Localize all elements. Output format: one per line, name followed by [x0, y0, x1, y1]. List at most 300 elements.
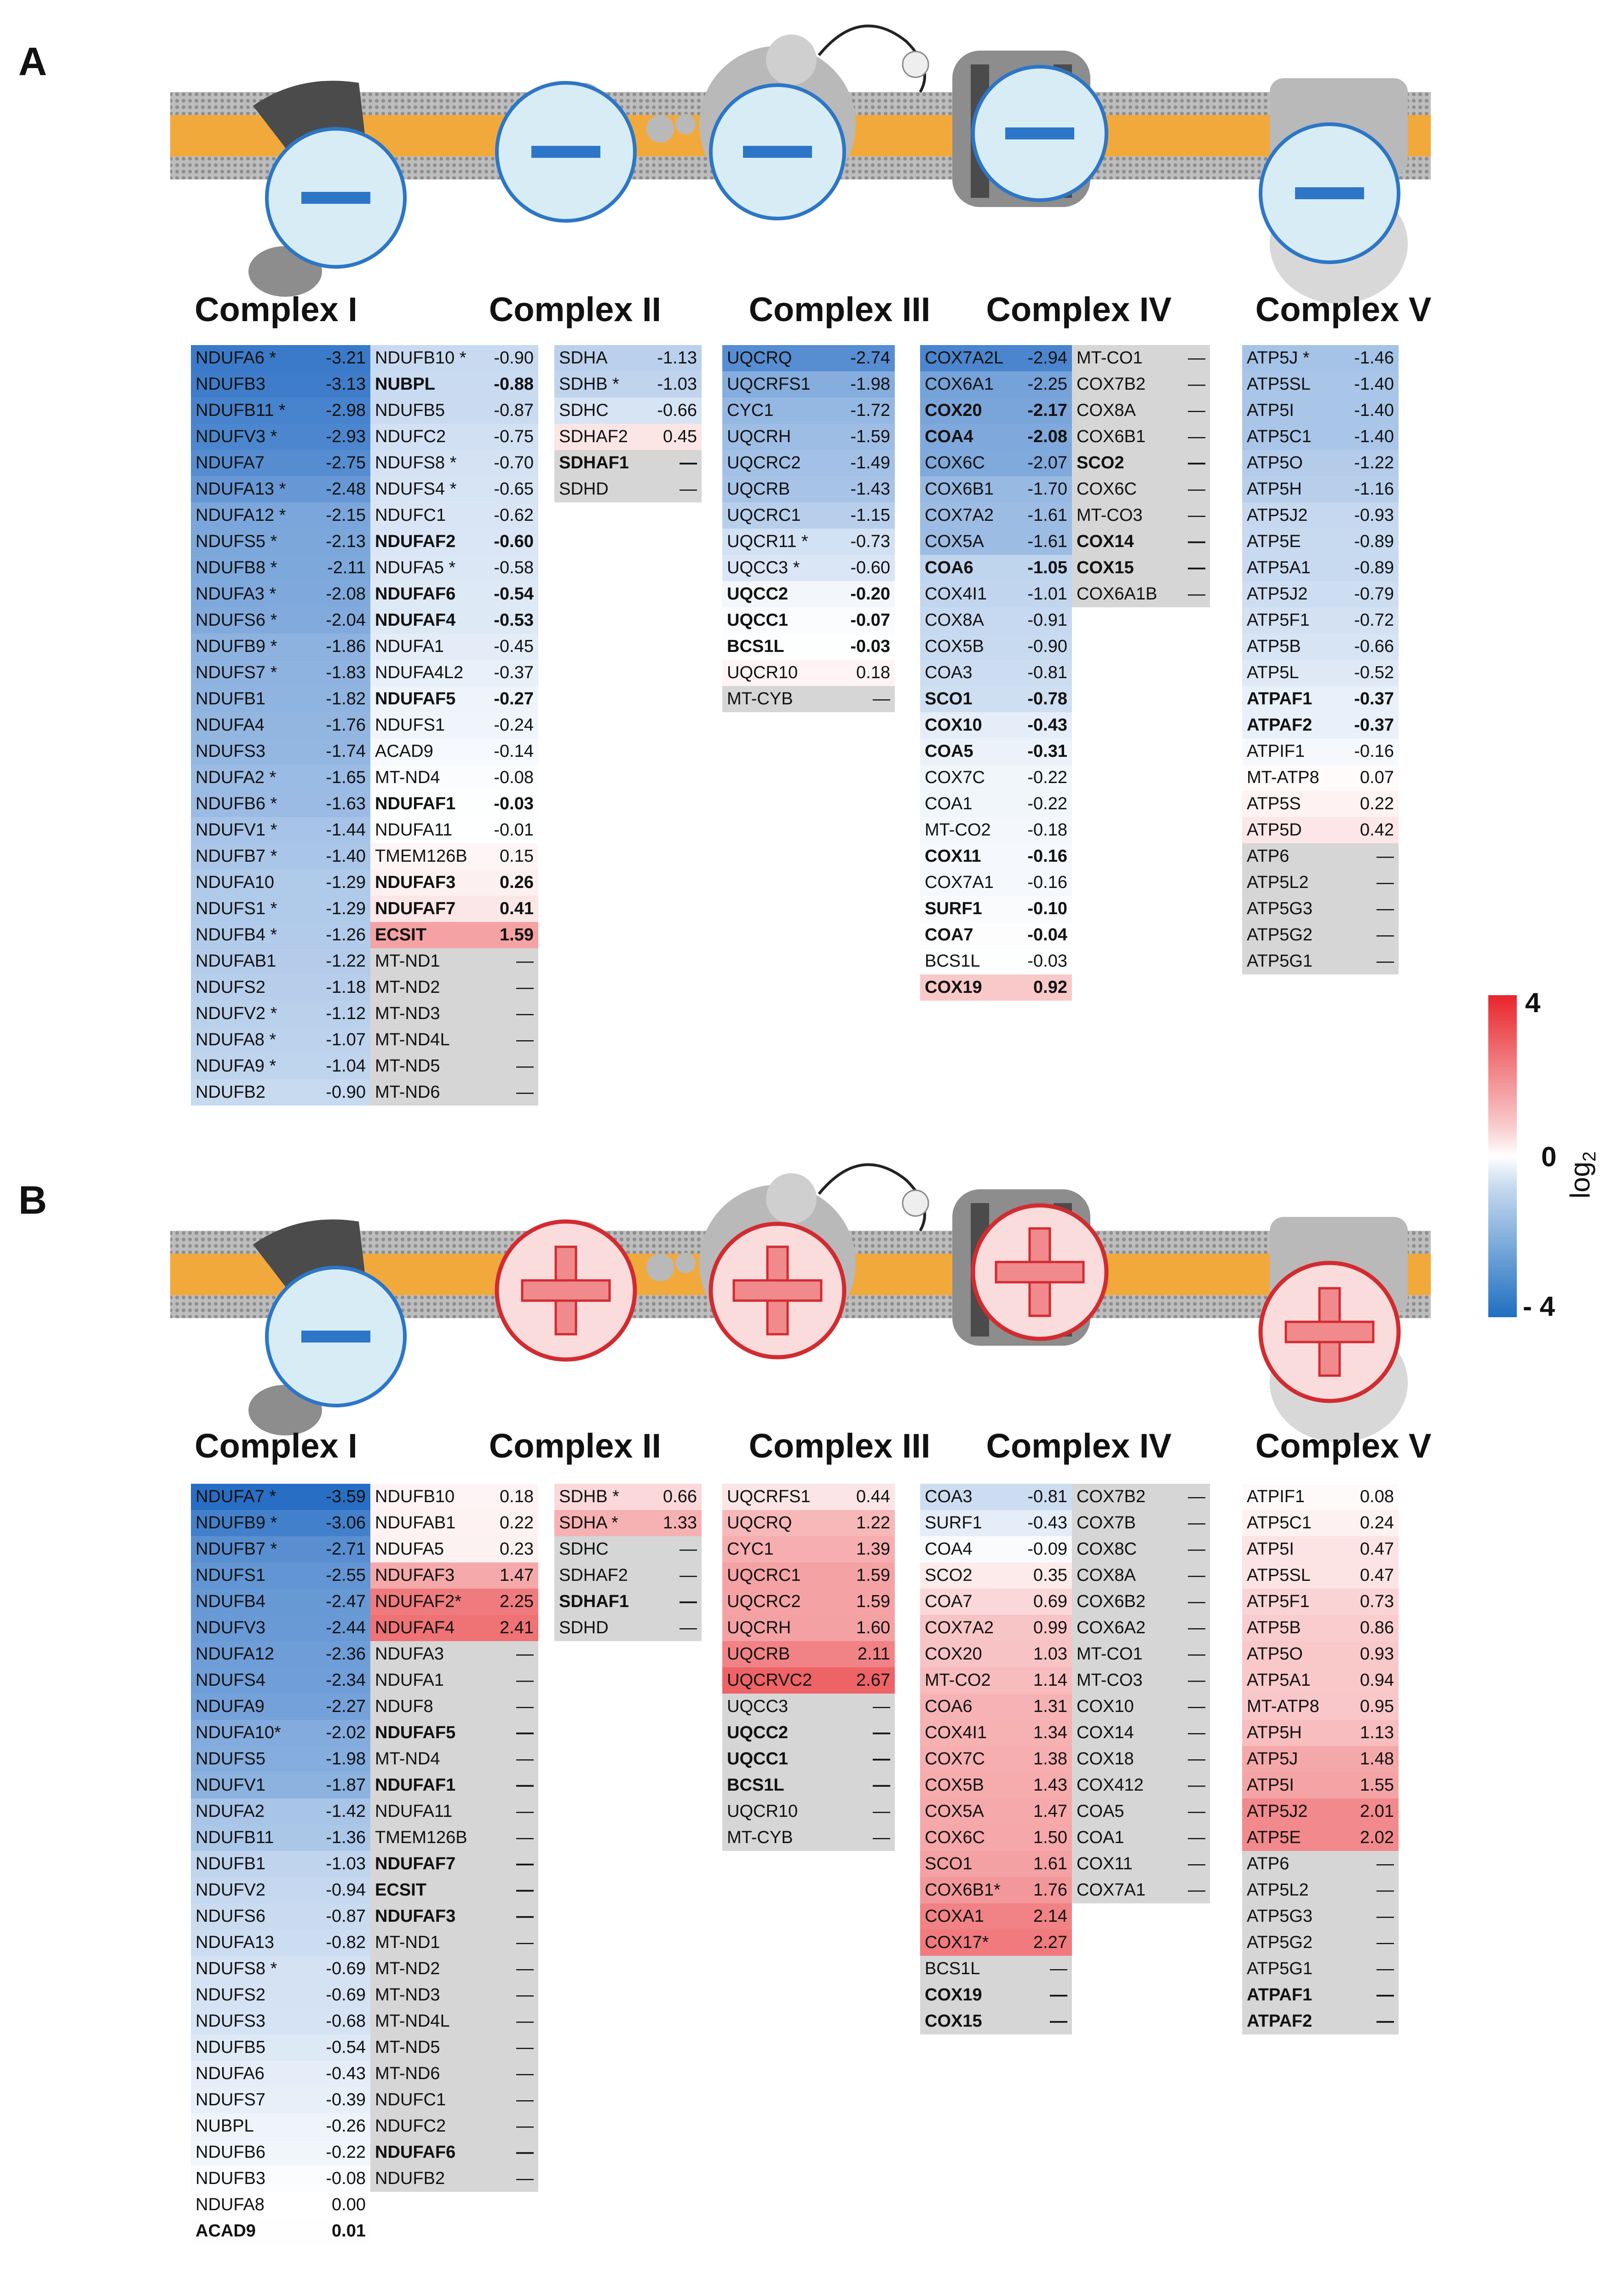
gene-value: — — [873, 1697, 890, 1716]
gene-name: COX15 — [1077, 558, 1134, 577]
gene-name: NDUFB5 — [375, 401, 445, 420]
gene-value: — — [516, 1004, 534, 1023]
gene-row — [1072, 1851, 1210, 1877]
gene-value: -2.02 — [326, 1723, 366, 1742]
gene-name: NDUFA3 * — [196, 584, 276, 604]
gene-name: NDUFAF7 — [375, 1854, 456, 1873]
gene-name: ECSIT — [375, 925, 426, 945]
gene-name: NDUFB3 — [196, 375, 266, 394]
gene-row — [1242, 450, 1399, 476]
gene-name: COX7A2 — [925, 506, 994, 525]
gene-value: — — [873, 1828, 890, 1847]
gene-name: CYC1 — [727, 401, 774, 420]
gene-column — [554, 1484, 702, 1641]
gene-name: MT-CYB — [727, 689, 793, 709]
gene-value: 1.22 — [856, 1513, 890, 1533]
gene-name: UQCC1 — [727, 1749, 789, 1769]
gene-row — [191, 2034, 370, 2061]
gene-name: COX4I1 — [925, 1723, 987, 1742]
gene-value: -1.36 — [326, 1828, 366, 1847]
gene-row — [1242, 502, 1399, 529]
minus-sign-icon — [973, 67, 1106, 200]
gene-row — [554, 1536, 702, 1562]
gene-name: NDUFV3 — [196, 1618, 266, 1637]
gene-value: — — [516, 1880, 534, 1900]
gene-name: ATP5A1 — [1247, 558, 1311, 577]
gene-name: NDUFV3 * — [196, 427, 277, 446]
gene-value: — — [1188, 1618, 1205, 1637]
gene-name: SDHA * — [559, 1513, 618, 1533]
gene-value: -1.40 — [1354, 401, 1394, 420]
complex-title: Complex III — [749, 290, 931, 328]
gene-value: — — [1188, 558, 1205, 577]
gene-row — [191, 948, 370, 974]
gene-value: -0.16 — [1027, 873, 1067, 892]
gene-value: 0.00 — [332, 2195, 366, 2214]
gene-value: -2.98 — [326, 401, 366, 420]
gene-name: COX6B1 — [925, 479, 994, 499]
gene-row — [722, 345, 895, 371]
gene-name: NDUFB6 — [196, 2143, 266, 2162]
plus-sign-icon — [1261, 1263, 1399, 1401]
gene-value: — — [1188, 1513, 1205, 1533]
gene-value: — — [1376, 873, 1394, 892]
gene-name: COX7B2 — [1077, 1487, 1146, 1506]
gene-column — [920, 345, 1072, 1001]
gene-row — [920, 450, 1072, 476]
gene-name: ATP5L2 — [1247, 873, 1309, 892]
gene-row — [191, 2218, 370, 2244]
gene-value: — — [516, 2090, 534, 2109]
gene-value: -1.46 — [1354, 348, 1394, 368]
complex-title: Complex I — [195, 1427, 357, 1465]
gene-value: -0.75 — [494, 427, 534, 446]
gene-row — [191, 712, 370, 738]
gene-row — [554, 371, 702, 398]
gene-value: — — [1376, 951, 1394, 971]
gene-row — [920, 555, 1072, 581]
gene-name: ATP5H — [1247, 1723, 1302, 1742]
gene-name: COX6A1B — [1077, 584, 1158, 604]
gene-row — [370, 1027, 538, 1053]
gene-value: -0.60 — [850, 558, 890, 577]
gene-row — [370, 1825, 538, 1851]
gene-value: — — [516, 1933, 534, 1952]
gene-row — [370, 1877, 538, 1903]
gene-row — [920, 502, 1072, 529]
complex-title: Complex I — [195, 290, 357, 328]
gene-value: -0.18 — [1027, 820, 1067, 840]
gene-value: 1.03 — [1033, 1644, 1067, 1664]
gene-row — [920, 476, 1072, 502]
minus-sign-icon — [267, 1268, 405, 1406]
gene-row — [370, 1510, 538, 1536]
gene-name: COX5A — [925, 532, 984, 551]
gene-name: MT-ND5 — [375, 2038, 440, 2057]
gene-row — [191, 765, 370, 791]
gene-row — [554, 1484, 702, 1510]
gene-name: NDUFB7 * — [196, 1539, 277, 1559]
gene-row — [370, 843, 538, 870]
gene-value: -0.03 — [1027, 951, 1067, 971]
gene-name: NDUFA13 — [196, 1933, 275, 1952]
gene-row — [370, 765, 538, 791]
gene-row — [191, 2139, 370, 2166]
gene-row — [920, 398, 1072, 424]
gene-row — [1072, 502, 1210, 529]
gene-row — [191, 974, 370, 1001]
gene-row — [191, 607, 370, 634]
gene-name: COX20 — [925, 1644, 982, 1664]
gene-value: 0.07 — [1360, 768, 1394, 787]
gene-value: -1.98 — [326, 1749, 366, 1769]
gene-value: -3.13 — [326, 375, 366, 394]
gene-row — [370, 1903, 538, 1930]
gene-row — [191, 1667, 370, 1694]
gene-value: 0.15 — [500, 847, 534, 866]
gene-name: COX5B — [925, 637, 984, 656]
gene-row — [920, 345, 1072, 371]
gene-value: -1.70 — [1027, 479, 1067, 499]
gene-row — [722, 1720, 895, 1746]
gene-value: -0.26 — [326, 2116, 366, 2136]
gene-value: -1.83 — [326, 663, 366, 682]
gene-row — [722, 607, 895, 634]
gene-name: COX18 — [1077, 1749, 1134, 1769]
gene-value: -2.93 — [326, 427, 366, 446]
gene-name: COA3 — [925, 1487, 973, 1506]
gene-row — [1242, 896, 1399, 922]
gene-value: 0.22 — [1360, 794, 1394, 813]
gene-name: NDUFC2 — [375, 427, 446, 446]
gene-row — [1072, 476, 1210, 502]
gene-name: COX11 — [925, 847, 981, 866]
gene-name: MT-CO1 — [1077, 1644, 1143, 1664]
gene-name: NDUF8 — [375, 1697, 433, 1716]
gene-row — [920, 1851, 1072, 1877]
gene-name: COX10 — [925, 715, 982, 735]
gene-name: NDUFAF5 — [375, 1723, 456, 1742]
complex-title: Complex V — [1255, 290, 1432, 328]
gene-value: — — [1188, 1592, 1205, 1611]
gene-value: -2.36 — [326, 1644, 366, 1664]
gene-row — [1072, 1589, 1210, 1615]
gene-value: — — [1188, 1723, 1205, 1742]
gene-row — [1242, 529, 1399, 555]
gene-value: 0.92 — [1033, 978, 1067, 997]
gene-row — [920, 1877, 1072, 1903]
gene-name: ATP5SL — [1247, 375, 1311, 394]
gene-name: MT-ND3 — [375, 1985, 440, 2005]
gene-name: SDHAF2 — [559, 427, 628, 446]
gene-row — [191, 371, 370, 398]
gene-name: UQCRQ — [727, 1513, 792, 1533]
gene-name: COX4I1 — [925, 584, 987, 604]
gene-value: -2.08 — [326, 584, 366, 604]
gene-name: NDUFA8 — [196, 2195, 265, 2214]
gene-name: COX20 — [925, 401, 982, 420]
gene-row — [1072, 398, 1210, 424]
gene-name: UQCC2 — [727, 1723, 789, 1742]
gene-name: NDUFS7 * — [196, 663, 277, 682]
gene-value: 0.73 — [1360, 1592, 1394, 1611]
gene-row — [370, 581, 538, 607]
gene-value: -1.76 — [326, 715, 366, 735]
gene-name: ATP5J2 — [1247, 584, 1308, 604]
gene-name: COX8A — [925, 611, 984, 630]
complex-title: Complex V — [1255, 1427, 1432, 1465]
gene-row — [370, 922, 538, 948]
gene-name: NDUFA8 * — [196, 1030, 276, 1049]
gene-value: — — [1376, 2011, 1394, 2031]
gene-row — [920, 1589, 1072, 1615]
gene-row — [920, 1536, 1072, 1562]
gene-name: MT-ND4L — [375, 1030, 450, 1049]
gene-row — [1242, 607, 1399, 634]
gene-value: 1.38 — [1033, 1749, 1067, 1769]
gene-name: MT-ND1 — [375, 1933, 440, 1952]
gene-value: 0.26 — [500, 873, 534, 892]
gene-name: NDUFA12 * — [196, 506, 286, 525]
gene-value: -0.08 — [494, 768, 534, 787]
gene-value: 1.14 — [1033, 1671, 1067, 1690]
gene-value: -0.03 — [850, 637, 890, 656]
gene-name: NDUFS2 — [196, 978, 266, 997]
gene-value: -1.12 — [326, 1004, 366, 1023]
gene-name: COX7B2 — [1077, 375, 1146, 394]
gene-row — [1072, 1825, 1210, 1851]
gene-value: -3.21 — [326, 348, 366, 368]
gene-name: ATP5B — [1247, 637, 1301, 656]
gene-row — [191, 1956, 370, 1982]
gene-name: UQCRVC2 — [727, 1671, 812, 1690]
gene-name: MT-ND3 — [375, 1004, 440, 1023]
gene-value: — — [1188, 1880, 1205, 1900]
gene-value: -0.90 — [494, 348, 534, 368]
gene-name: NDUFS1 — [196, 1566, 266, 1585]
gene-column — [722, 1484, 895, 1851]
gene-row — [920, 870, 1072, 896]
gene-name: NDUFA5 — [375, 1539, 444, 1559]
plus-sign-icon — [973, 1205, 1106, 1339]
gene-name: SCO2 — [1077, 453, 1124, 473]
gene-name: COA4 — [925, 1539, 973, 1559]
gene-name: SCO2 — [925, 1566, 973, 1585]
gene-row — [554, 398, 702, 424]
gene-value: 0.18 — [500, 1487, 534, 1506]
gene-value: -1.01 — [1027, 584, 1067, 604]
gene-name: ATP5J * — [1247, 348, 1310, 368]
gene-row — [722, 1694, 895, 1720]
gene-value: -2.17 — [1027, 401, 1067, 420]
gene-row — [1242, 1720, 1399, 1746]
gene-value: — — [1376, 925, 1394, 945]
gene-value: — — [516, 1030, 534, 1049]
gene-row — [191, 922, 370, 948]
color-scale-legend — [1488, 987, 1603, 1323]
gene-name: MT-ND2 — [375, 978, 440, 997]
gene-row — [191, 450, 370, 476]
gene-row — [920, 1694, 1072, 1720]
gene-name: NDUFA3 — [375, 1644, 444, 1664]
gene-row — [1072, 424, 1210, 450]
gene-value: -0.66 — [1354, 637, 1394, 656]
gene-value: — — [1376, 899, 1394, 918]
gene-row — [191, 686, 370, 712]
gene-name: NDUFAF1 — [375, 794, 456, 813]
gene-row — [722, 1589, 895, 1615]
gene-name: NDUFAF5 — [375, 689, 456, 709]
gene-value: — — [1376, 1880, 1394, 1900]
gene-name: ATP5D — [1247, 820, 1302, 840]
gene-row — [370, 2061, 538, 2087]
gene-name: SDHAF1 — [559, 1592, 629, 1611]
gene-value: -0.54 — [326, 2038, 366, 2057]
gene-row — [1072, 1746, 1210, 1772]
legend-axis-label — [1564, 1152, 1600, 1199]
gene-name: COA1 — [1077, 1828, 1124, 1847]
gene-row — [1072, 1694, 1210, 1720]
gene-row — [1242, 1667, 1399, 1694]
gene-row — [920, 581, 1072, 607]
gene-row — [370, 607, 538, 634]
gene-row — [554, 345, 702, 371]
gene-row — [370, 1956, 538, 1982]
gene-value: — — [516, 1749, 534, 1769]
gene-name: ATP5G2 — [1247, 1933, 1313, 1952]
gene-value: — — [1188, 1854, 1205, 1873]
gene-row — [191, 424, 370, 450]
gene-name: ATP5G1 — [1247, 951, 1313, 971]
gene-name: NDUFAB1 — [196, 951, 276, 971]
gene-row — [920, 634, 1072, 660]
gene-value: — — [1188, 453, 1205, 473]
gene-name: COA6 — [925, 1697, 973, 1716]
gene-name: NDUFAF6 — [375, 2143, 456, 2162]
gene-row — [370, 686, 538, 712]
gene-row — [1242, 581, 1399, 607]
gene-name: SCO1 — [925, 689, 973, 709]
gene-value: — — [516, 1854, 534, 1873]
gene-row — [1072, 1562, 1210, 1589]
plus-sign-icon — [711, 1224, 844, 1357]
gene-row — [370, 791, 538, 817]
gene-value: — — [1188, 1828, 1205, 1847]
gene-value: -1.86 — [326, 637, 366, 656]
gene-value: 0.23 — [500, 1539, 534, 1559]
gene-name: NDUFAF3 — [375, 1566, 455, 1585]
gene-value: — — [1376, 1933, 1394, 1952]
gene-value: -0.88 — [494, 375, 534, 394]
gene-row — [722, 1667, 895, 1694]
gene-name: COX8A — [1077, 401, 1136, 420]
gene-column — [1072, 345, 1210, 607]
gene-value: -0.70 — [494, 453, 534, 473]
gene-row — [722, 1772, 895, 1798]
gene-row — [1072, 1877, 1210, 1903]
gene-value: — — [1188, 1487, 1205, 1506]
gene-name: ATPAF2 — [1247, 715, 1313, 735]
gene-row — [191, 1825, 370, 1851]
gene-row — [920, 660, 1072, 686]
gene-row — [920, 1982, 1072, 2008]
gene-value: -1.18 — [326, 978, 366, 997]
gene-value: 1.48 — [1360, 1749, 1394, 1769]
gene-value: -1.72 — [850, 401, 890, 420]
gene-row — [920, 1903, 1072, 1930]
gene-value: -0.73 — [850, 532, 890, 551]
gene-column — [191, 1484, 370, 2244]
gene-value: -0.04 — [1027, 925, 1067, 945]
gene-row — [1242, 738, 1399, 765]
gene-row — [722, 502, 895, 529]
gene-value: — — [516, 1671, 534, 1690]
gene-name: UQCRC1 — [727, 506, 801, 525]
gene-row — [920, 948, 1072, 974]
gene-value: -0.03 — [494, 794, 534, 813]
gene-value: — — [1188, 532, 1205, 551]
gene-name: NDUFA1 — [375, 1671, 444, 1690]
gene-name: NDUFA2 — [196, 1802, 265, 1821]
gene-value: -1.16 — [1354, 479, 1394, 499]
gene-column — [1242, 345, 1399, 974]
gene-value: -0.53 — [494, 611, 534, 630]
gene-name: NDUFB7 * — [196, 847, 277, 866]
gene-row — [370, 1641, 538, 1667]
gene-row — [722, 1510, 895, 1536]
gene-name: COX19 — [925, 1985, 982, 2005]
gene-value: -2.47 — [326, 1592, 366, 1611]
gene-value: -0.87 — [326, 1907, 366, 1926]
gene-name: NDUFA13 * — [196, 479, 286, 499]
gene-name: ATP5G3 — [1247, 1907, 1313, 1926]
gene-value: -0.22 — [1027, 768, 1067, 787]
gene-column — [1072, 1484, 1210, 1903]
gene-value: -2.04 — [326, 611, 366, 630]
gene-value: -1.43 — [850, 479, 890, 499]
legend-mid-label: 0 — [1541, 1141, 1557, 1172]
gene-row — [722, 660, 895, 686]
gene-name: MT-CO3 — [1077, 506, 1143, 525]
gene-row — [370, 555, 538, 581]
gene-value: — — [1376, 1907, 1394, 1926]
gene-row — [191, 1720, 370, 1746]
gene-name: NDUFB11 * — [196, 401, 286, 420]
gene-name: NDUFB3 — [196, 2169, 266, 2188]
gene-column — [370, 345, 538, 1106]
gene-name: UQCRFS1 — [727, 375, 811, 394]
gene-row — [1242, 843, 1399, 870]
gene-name: COX14 — [1077, 532, 1134, 551]
gene-row — [1242, 1903, 1399, 1930]
gene-name: NDUFB10 * — [375, 348, 466, 368]
gene-row — [191, 896, 370, 922]
gene-name: NDUFA4L2 — [375, 663, 464, 682]
gene-name: SDHC — [559, 1539, 609, 1559]
gene-name: ATP5SL — [1247, 1566, 1311, 1585]
gene-row — [191, 1001, 370, 1027]
gene-value: 0.44 — [856, 1487, 890, 1506]
complex-title: Complex II — [489, 1427, 662, 1465]
gene-value: -0.09 — [1027, 1539, 1067, 1559]
gene-row — [370, 502, 538, 529]
gene-row — [722, 581, 895, 607]
gene-value: — — [516, 2038, 534, 2057]
gene-value: -0.16 — [1354, 742, 1394, 761]
gene-row — [920, 974, 1072, 1001]
gene-value: 0.42 — [1360, 820, 1394, 840]
gene-row — [191, 1982, 370, 2008]
